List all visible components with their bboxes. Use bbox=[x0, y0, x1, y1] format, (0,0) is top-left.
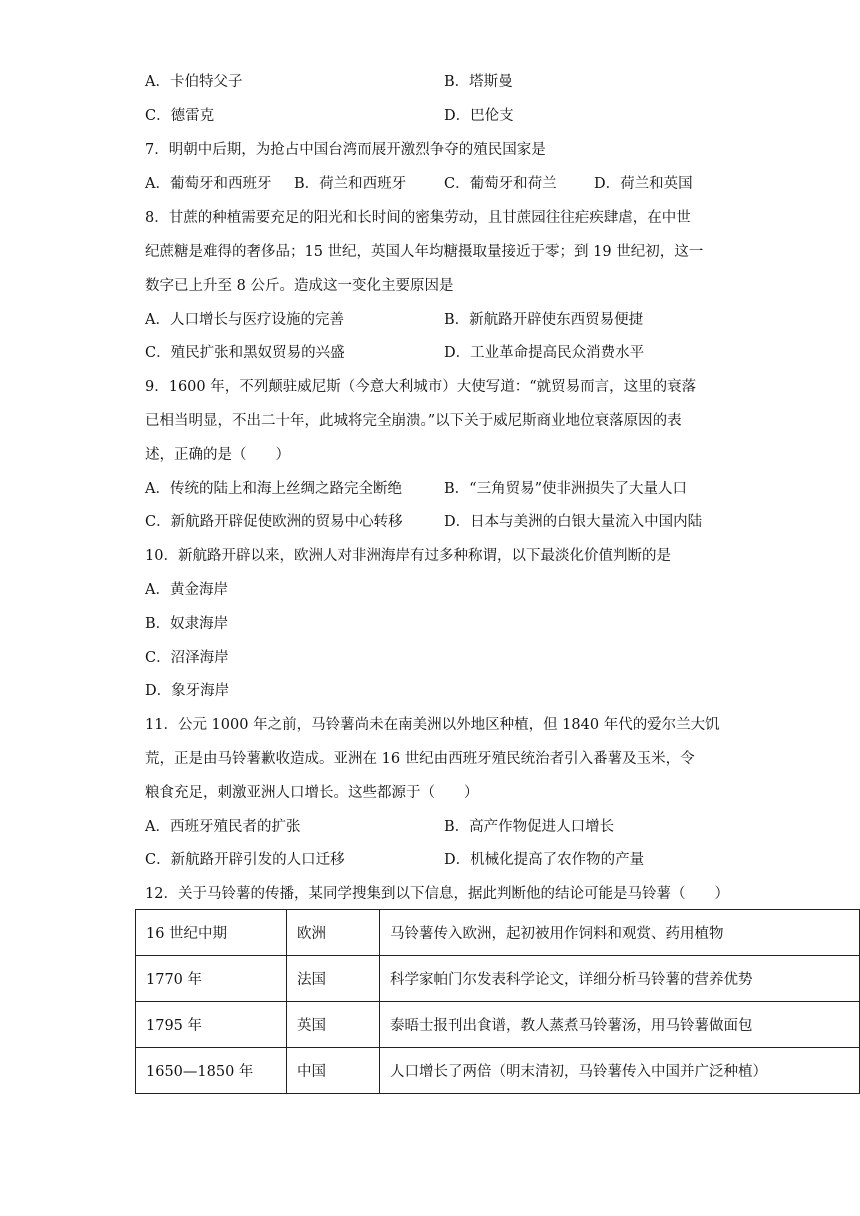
q10-option-b: B．奴隶海岸 bbox=[145, 616, 229, 632]
table-cell-period: 1770 年 bbox=[136, 956, 287, 1002]
q8-stem-line-1: 8．甘蔗的种植需要充足的阳光和长时间的密集劳动，且甘蔗园往往疟疾肆虐，在中世 bbox=[145, 210, 691, 226]
table-row bbox=[136, 910, 860, 956]
q10-stem: 10．新航路开辟以来，欧洲人对非洲海岸有过多种称谓，以下最淡化价值判断的是 bbox=[145, 548, 671, 564]
q9-option-a: A．传统的陆上和海上丝绸之路完全断绝 bbox=[145, 481, 402, 497]
table-cell-region: 欧洲 bbox=[287, 910, 380, 956]
q7-option-b: B．荷兰和西班牙 bbox=[294, 176, 407, 192]
q8-option-a: A．人口增长与医疗设施的完善 bbox=[145, 312, 344, 328]
table-cell-period: 1650—1850 年 bbox=[136, 1048, 287, 1094]
q9-stem-line-1: 9．1600 年，不列颠驻威尼斯（今意大利城市）大使写道：“就贸易而言，这里的衰落 bbox=[145, 379, 697, 395]
q11-option-c: C．新航路开辟引发的人口迁移 bbox=[145, 852, 345, 868]
table-cell-region: 法国 bbox=[287, 956, 380, 1002]
table-cell-event: 马铃薯传入欧洲，起初被用作饲料和观赏、药用植物 bbox=[380, 910, 860, 956]
table-row bbox=[136, 956, 860, 1002]
q6-option-a: A．卡伯特父子 bbox=[145, 74, 243, 90]
q8-option-b: B．新航路开辟使东西贸易便捷 bbox=[444, 312, 644, 328]
q9-option-b: B．“三角贸易”使非洲损失了大量人口 bbox=[444, 481, 687, 497]
q7-option-d: D．荷兰和英国 bbox=[594, 176, 693, 192]
table-cell-region: 中国 bbox=[287, 1048, 380, 1094]
q9-stem-line-3: 述，正确的是（ ） bbox=[145, 447, 290, 463]
q9-option-c: C．新航路开辟促使欧洲的贸易中心转移 bbox=[145, 514, 403, 530]
q7-option-a: A．葡萄牙和西班牙 bbox=[145, 176, 272, 192]
q8-stem-line-2: 纪蔗糖是难得的奢侈品；15 世纪，英国人年均糖摄取量接近于零；到 19 世纪初，这一 bbox=[145, 244, 704, 260]
q10-option-d: D．象牙海岸 bbox=[145, 683, 230, 699]
q11-stem-line-2: 荒，正是由马铃薯歉收造成。亚洲在 16 世纪由西班牙殖民统治者引入番薯及玉米，令 bbox=[145, 751, 695, 767]
potato-spread-table bbox=[135, 909, 860, 1094]
table-cell-event: 人口增长了两倍（明末清初，马铃薯传入中国并广泛种植） bbox=[380, 1048, 860, 1094]
table-cell-period: 16 世纪中期 bbox=[136, 910, 287, 956]
table-cell-event: 科学家帕门尔发表科学论文，详细分析马铃薯的营养优势 bbox=[380, 956, 860, 1002]
q11-stem-line-1: 11．公元 1000 年之前，马铃薯尚未在南美洲以外地区种植，但 1840 年代的爱尔兰大饥 bbox=[145, 717, 720, 733]
q10-option-a: A．黄金海岸 bbox=[145, 582, 228, 598]
q9-stem-line-2: 已相当明显，不出二十年，此城将完全崩溃。”以下关于威尼斯商业地位衰落原因的表 bbox=[145, 413, 682, 429]
q8-stem-line-3: 数字已上升至 8 公斤。造成这一变化主要原因是 bbox=[145, 278, 454, 294]
q6-option-d: D．巴伦支 bbox=[444, 108, 514, 124]
q8-option-c: C．殖民扩张和黑奴贸易的兴盛 bbox=[145, 345, 345, 361]
q10-option-c: C．沼泽海岸 bbox=[145, 650, 229, 666]
table-row bbox=[136, 1002, 860, 1048]
q12-stem: 12．关于马铃薯的传播，某同学搜集到以下信息，据此判断他的结论可能是马铃薯（ ） bbox=[145, 886, 729, 902]
q6-option-c: C．德雷克 bbox=[145, 108, 215, 124]
q11-option-b: B．高产作物促进人口增长 bbox=[444, 819, 615, 835]
q7-option-c: C．葡萄牙和荷兰 bbox=[444, 176, 557, 192]
table-cell-period: 1795 年 bbox=[136, 1002, 287, 1048]
q8-option-d: D．工业革命提高民众消费水平 bbox=[444, 345, 645, 361]
q9-option-d: D．日本与美洲的白银大量流入中国内陆 bbox=[444, 514, 703, 530]
q11-stem-line-3: 粮食充足，刺激亚洲人口增长。这些都源于（ ） bbox=[145, 785, 479, 801]
table-row bbox=[136, 1048, 860, 1094]
q11-option-a: A．西班牙殖民者的扩张 bbox=[145, 819, 301, 835]
q11-option-d: D．机械化提高了农作物的产量 bbox=[444, 852, 645, 868]
table-cell-region: 英国 bbox=[287, 1002, 380, 1048]
table-cell-event: 泰晤士报刊出食谱，教人蒸煮马铃薯汤，用马铃薯做面包 bbox=[380, 1002, 860, 1048]
q7-stem: 7．明朝中后期，为抢占中国台湾而展开激烈争夺的殖民国家是 bbox=[145, 142, 546, 158]
q6-option-b: B．塔斯曼 bbox=[444, 74, 513, 90]
